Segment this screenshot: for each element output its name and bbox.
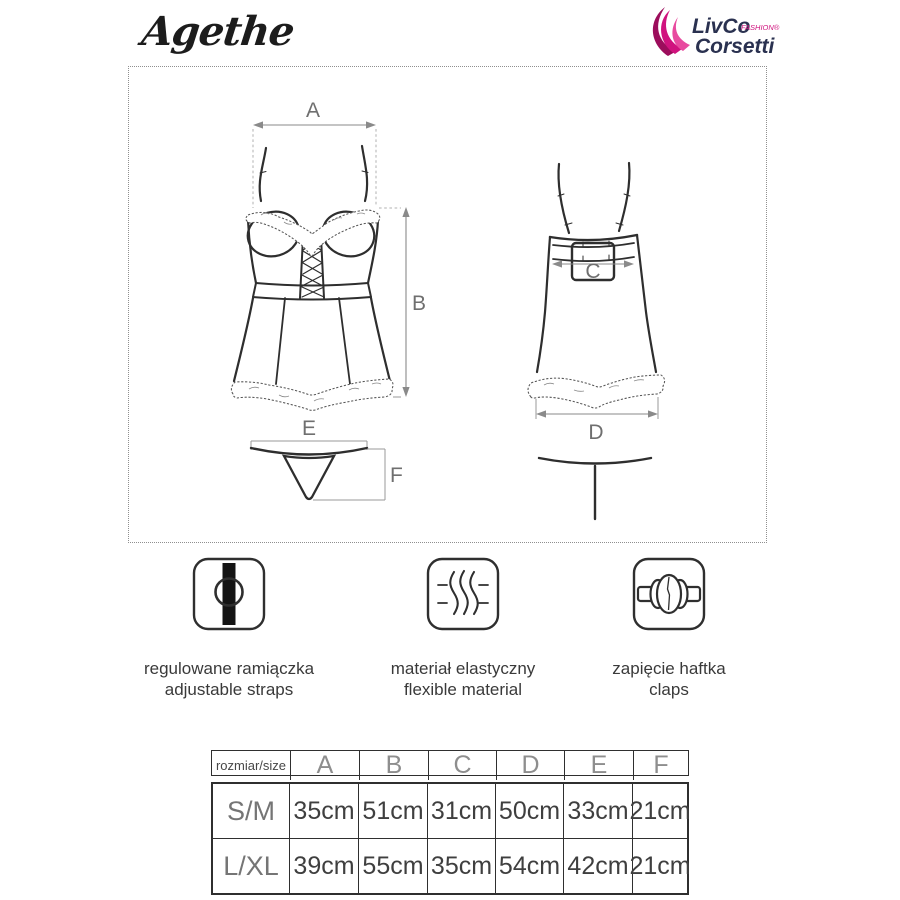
value-cell: 35cm: [427, 839, 495, 893]
elastic-material-icon: [425, 556, 501, 632]
dimension-a: [253, 99, 376, 208]
brand-swirl-icon: [653, 7, 690, 56]
table-row: [213, 784, 691, 838]
header-cell-size: rozmiar/size: [215, 758, 287, 773]
measurement-diagram: [128, 66, 767, 543]
hook-clasp-icon: [631, 556, 707, 632]
dimension-e-label: E: [301, 417, 317, 440]
value-cell: 50cm: [495, 784, 563, 838]
header-cell-c: C: [428, 751, 496, 780]
panty-front-view: [251, 417, 403, 500]
garment-back-view: [528, 163, 665, 444]
feature-caption-pl: regulowane ramiączka: [143, 659, 315, 678]
dimension-a-label: A: [305, 99, 321, 122]
value-cell: 33cm: [563, 784, 632, 838]
feature-adjustable-straps: [118, 556, 340, 700]
feature-hook-clasp: [558, 556, 780, 700]
fur-hem-back: [528, 375, 665, 408]
value-cell: 39cm: [289, 839, 358, 893]
brand-logo: [642, 5, 784, 59]
header-cell-b: B: [359, 751, 428, 780]
fur-neckline: [246, 210, 380, 256]
garment-front-view: [231, 99, 426, 410]
value-cell: 21cm: [632, 839, 687, 893]
size-cell: S/M: [226, 795, 275, 826]
feature-caption-en: flexible material: [403, 680, 523, 699]
feature-caption-en: claps: [649, 680, 689, 699]
brand-name-livco: LivCo: [692, 15, 751, 38]
table-row: [213, 838, 691, 893]
panty-back-view: [539, 458, 651, 519]
size-table: [211, 750, 689, 895]
header-cell-e: E: [564, 751, 633, 780]
size-cell: L/XL: [223, 850, 279, 881]
size-table-header: [211, 750, 689, 779]
size-table-body: [211, 782, 689, 895]
dimension-f-label: F: [390, 464, 403, 487]
brand-name-corsetti: Corsetti: [695, 35, 775, 58]
product-name: Agethe: [139, 8, 297, 55]
feature-caption-pl: materiał elastyczny: [390, 659, 536, 678]
adjustable-straps-icon: [191, 556, 267, 632]
header-cell-a: A: [290, 751, 359, 780]
value-cell: 31cm: [427, 784, 495, 838]
feature-caption-pl: zapięcie haftka: [612, 659, 726, 678]
value-cell: 42cm: [563, 839, 632, 893]
header-cell-d: D: [496, 751, 564, 780]
dimension-d-label: D: [588, 421, 604, 444]
value-cell: 54cm: [495, 839, 563, 893]
value-cell: 55cm: [358, 839, 427, 893]
value-cell: 35cm: [289, 784, 358, 838]
dimension-b-label: B: [412, 292, 427, 315]
dimension-c: [552, 260, 634, 283]
feature-caption-en: adjustable straps: [164, 680, 294, 699]
feature-elastic-material: [352, 556, 574, 700]
value-cell: 21cm: [632, 784, 687, 838]
header-cell-f: F: [633, 751, 688, 780]
brand-fashion-label: FASHION®: [741, 23, 780, 32]
value-cell: 51cm: [358, 784, 427, 838]
dimension-c-label: C: [585, 260, 601, 283]
fur-hem-front: [231, 379, 393, 410]
